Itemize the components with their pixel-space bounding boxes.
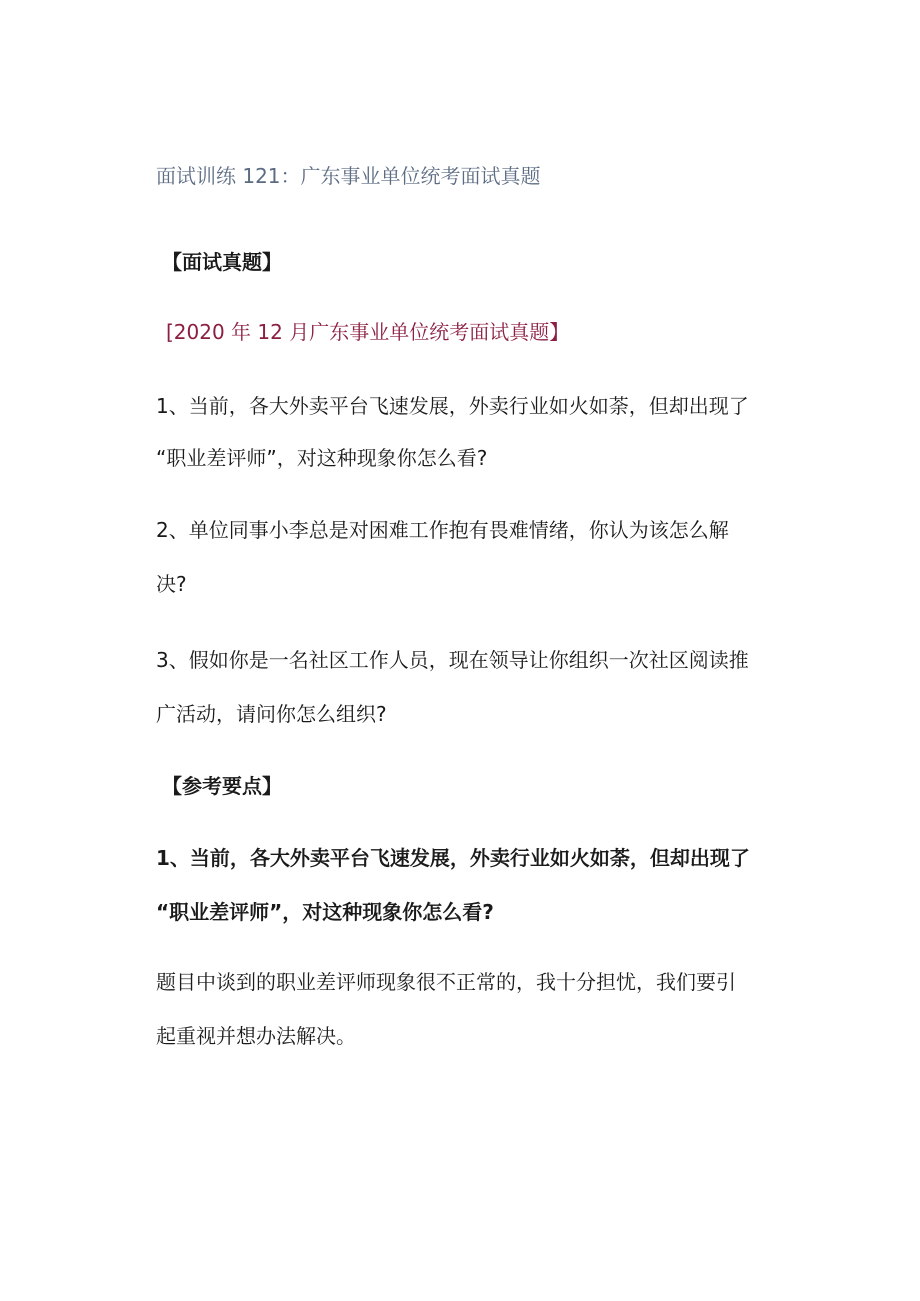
answer-question-line-2: “职业差评师”，对这种现象你怎么看? [156,900,494,924]
question-1-line-1: 1、当前，各大外卖平台飞速发展，外卖行业如火如荼，但却出现了 [156,394,749,418]
question-2-line-2: 决? [156,572,187,596]
question-2-line-1: 2、单位同事小李总是对困难工作抱有畏难情绪，你认为该怎么解 [156,518,729,542]
answer-question-line-1: 1、当前，各大外卖平台飞速发展，外卖行业如火如荼，但却出现了 [156,846,750,870]
section-heading-questions: 【面试真题】 [162,250,282,274]
question-1-line-2: “职业差评师”，对这种现象你怎么看? [156,446,488,470]
question-3-line-1: 3、假如你是一名社区工作人员，现在领导让你组织一次社区阅读推 [156,648,749,672]
exam-source-heading: [2020 年 12 月广东事业单位统考面试真题】 [166,320,570,344]
answer-text-line-2: 起重视并想办法解决。 [156,1024,356,1048]
section-heading-answers: 【参考要点】 [162,774,282,798]
question-3-line-2: 广活动，请问你怎么组织? [156,702,387,726]
answer-text-line-1: 题目中谈到的职业差评师现象很不正常的，我十分担忧，我们要引 [156,970,736,994]
document-title: 面试训练 121：广东事业单位统考面试真题 [156,164,541,188]
